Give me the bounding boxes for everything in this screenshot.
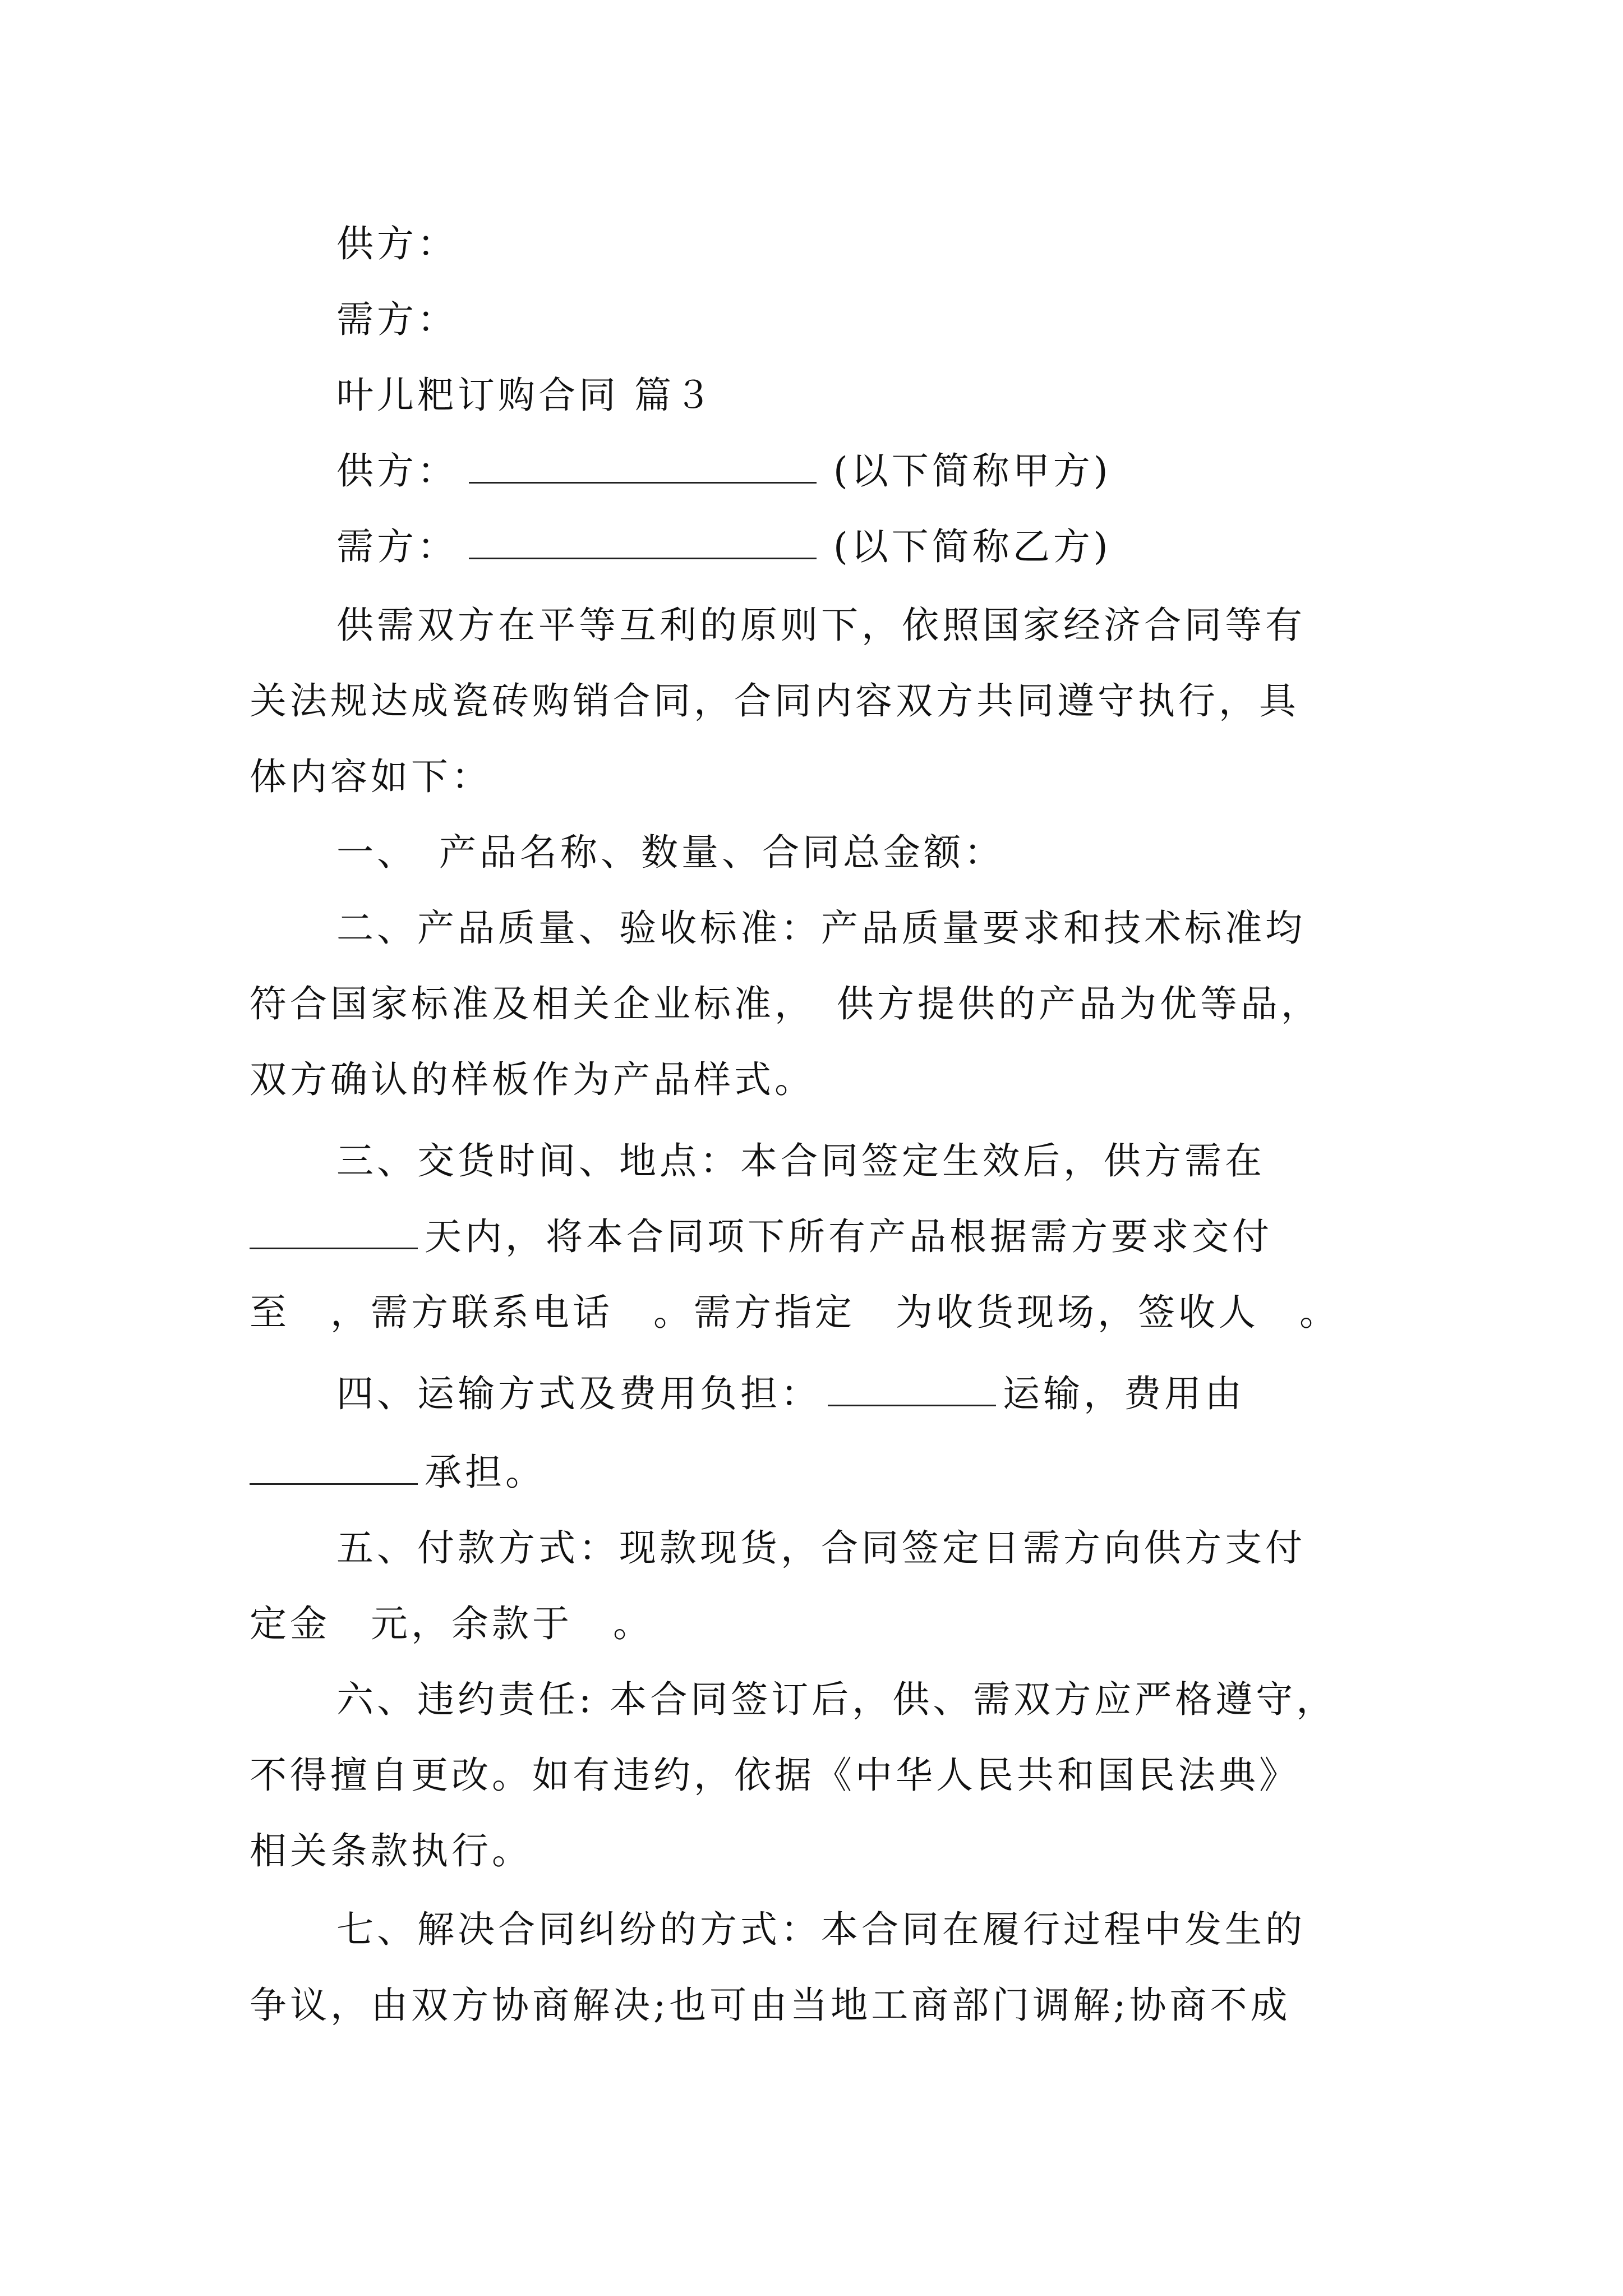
- buyer-label: 需方：: [336, 298, 458, 341]
- paragraph-line: 体内容如下：: [250, 755, 492, 798]
- paragraph-line: 符合国家标准及相关企业标准， 供方提供的产品为优等品，: [250, 982, 1321, 1025]
- supplier-blank: [469, 448, 817, 484]
- clause-6-line: 六、违约责任: 本合同签订后，供、需双方应严格遵守，: [336, 1678, 1337, 1721]
- clause-7-line: 七、解决合同纠纷的方式：本合同在履行过程中发生的: [336, 1908, 1306, 1951]
- paragraph-line: 不得擅自更改。如有违约，依据《中华人民共和国民法典》: [250, 1754, 1299, 1797]
- supplier-field-line: 供方： (以下简称甲方): [336, 449, 1112, 493]
- paragraph-line: 争议，由双方协商解决;也可由当地工商部门调解;协商不成: [250, 1984, 1291, 2027]
- clause-5-line: 五、付款方式：现款现货，合同签定日需方向供方支付: [336, 1526, 1306, 1570]
- paragraph-line: 至 ，需方联系电话 。需方指定 为收货现场，签收人 。: [250, 1291, 1340, 1334]
- clause-4-line: 四、运输方式及费用负担： 运输，费用由: [336, 1372, 1245, 1415]
- buyer-field-line: 需方： (以下简称乙方): [336, 525, 1112, 568]
- paragraph-line: 相关条款执行。: [250, 1829, 532, 1872]
- paragraph-line: 定金 元，余款于 。: [250, 1602, 653, 1645]
- section-heading: 叶儿粑订购合同 篇３: [336, 374, 715, 417]
- paragraph-line: 供需双方在平等互利的原则下，依照国家经济合同等有: [336, 604, 1306, 647]
- paragraph-line: 天内，将本合同项下所有产品根据需方要求交付: [250, 1212, 1382, 1262]
- clause-1-line: 一、 产品名称、数量、合同总金额：: [336, 831, 1004, 874]
- cost-bearer-blank: [250, 1450, 418, 1485]
- transport-blank: [828, 1371, 996, 1406]
- paragraph-line: 承担。: [250, 1447, 1382, 1498]
- clause-3-line: 三、交货时间、地点：本合同签定生效后，供方需在: [336, 1139, 1265, 1182]
- days-blank: [250, 1214, 418, 1249]
- supplier-label: 供方：: [336, 222, 458, 265]
- paragraph-line: 双方确认的样板作为产品样式。: [250, 1058, 815, 1101]
- paragraph-line: 关法规达成瓷砖购销合同，合同内容双方共同遵守执行，具: [250, 679, 1299, 723]
- clause-2-line: 二、产品质量、验收标准：产品质量要求和技术标准均: [336, 907, 1306, 950]
- buyer-blank: [469, 524, 817, 559]
